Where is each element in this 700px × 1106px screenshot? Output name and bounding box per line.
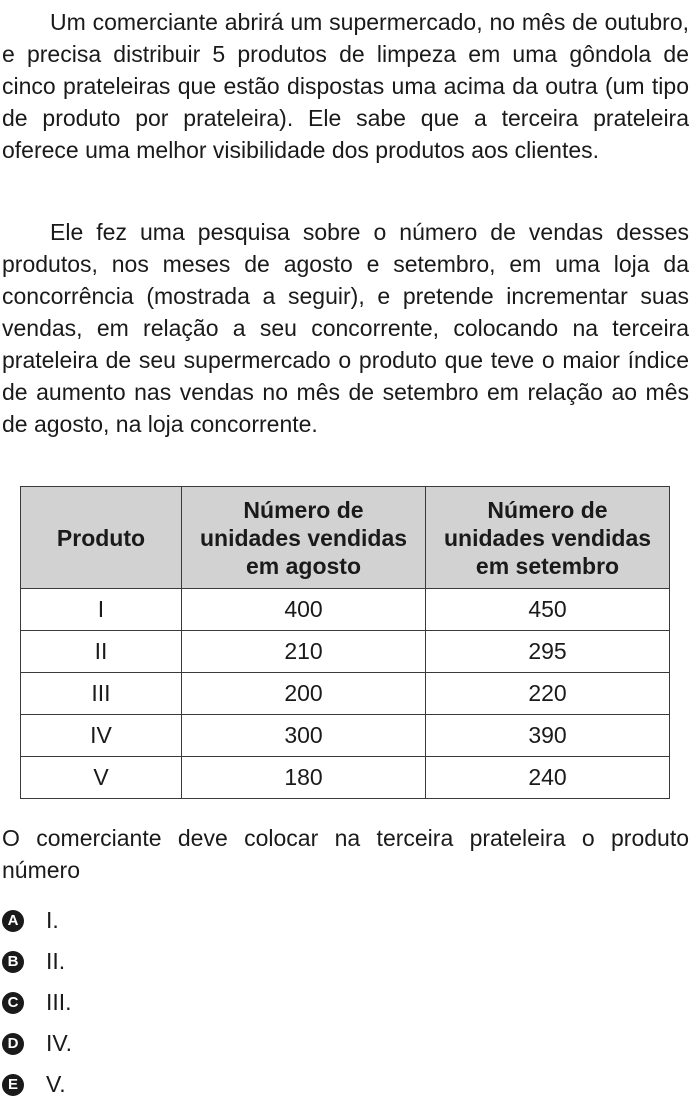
option-d-text: IV. <box>46 1030 73 1056</box>
cell-product: III <box>21 673 182 715</box>
cell-august: 200 <box>182 673 426 715</box>
header-september-line3: em setembro <box>475 552 620 579</box>
option-c-badge: C <box>2 992 24 1014</box>
option-e-badge: E <box>2 1074 24 1096</box>
option-b-badge: B <box>2 951 24 973</box>
table-row <box>21 757 670 799</box>
header-september <box>426 487 670 589</box>
question-stem: O comerciante deve colocar na terceira prateleira o produto número <box>2 825 689 883</box>
cell-product: I <box>21 589 182 631</box>
cell-september: 450 <box>426 589 670 631</box>
intro-paragraph <box>2 6 689 166</box>
research-paragraph <box>2 216 689 440</box>
option-e[interactable] <box>0 1064 72 1105</box>
table-row <box>21 673 670 715</box>
option-c[interactable] <box>0 982 72 1023</box>
cell-september: 240 <box>426 757 670 799</box>
option-a[interactable] <box>0 900 72 941</box>
table-row <box>21 631 670 673</box>
cell-september: 220 <box>426 673 670 715</box>
cell-august: 210 <box>182 631 426 673</box>
option-b-text: II. <box>46 948 66 974</box>
header-product <box>21 487 182 589</box>
header-product-line: Produto <box>56 524 146 551</box>
cell-product: V <box>21 757 182 799</box>
cell-september: 295 <box>426 631 670 673</box>
cell-august: 400 <box>182 589 426 631</box>
sales-table <box>20 486 670 799</box>
cell-august: 300 <box>182 715 426 757</box>
option-c-text: III. <box>46 989 72 1015</box>
cell-september: 390 <box>426 715 670 757</box>
table-row <box>21 715 670 757</box>
table-row <box>21 589 670 631</box>
header-august-line1: Número de <box>243 496 364 523</box>
cell-product: II <box>21 631 182 673</box>
option-b[interactable] <box>0 941 72 982</box>
header-august-line3: em agosto <box>245 552 362 579</box>
header-september-line1: Número de <box>487 496 608 523</box>
answer-options <box>0 900 72 1105</box>
cell-august: 180 <box>182 757 426 799</box>
option-d[interactable] <box>0 1023 72 1064</box>
research-text: Ele fez uma pesquisa sobre o número de vendas desses produtos, nos meses de agosto e setembro, em uma loja da concorrência (mostrada a seguir), e pretende incrementar suas vendas, em relação a seu concorrente, colocando na terceira prateleira de seu supermercado o produto que teve o maior índice de aumento nas vendas no mês de setembro em relação ao mês de agosto, na loja concorrente. <box>2 219 689 437</box>
option-a-badge: A <box>2 910 24 932</box>
option-d-badge: D <box>2 1033 24 1055</box>
header-august <box>182 487 426 589</box>
intro-text: Um comerciante abrirá um supermercado, no mês de outubro, e precisa distribuir 5 produtos de limpeza em uma gôndola de cinco prateleiras que estão dispostas uma acima da outra (um tipo de produto por prateleira). Ele sabe que a terceira prateleira oferece uma melhor visibilidade dos produtos aos clientes. <box>2 9 689 163</box>
cell-product: IV <box>21 715 182 757</box>
table-header-row <box>21 487 670 589</box>
header-august-line2: unidades vendidas <box>199 524 408 551</box>
option-e-text: V. <box>46 1071 66 1097</box>
header-september-line2: unidades vendidas <box>443 524 652 551</box>
option-a-text: I. <box>46 907 59 933</box>
